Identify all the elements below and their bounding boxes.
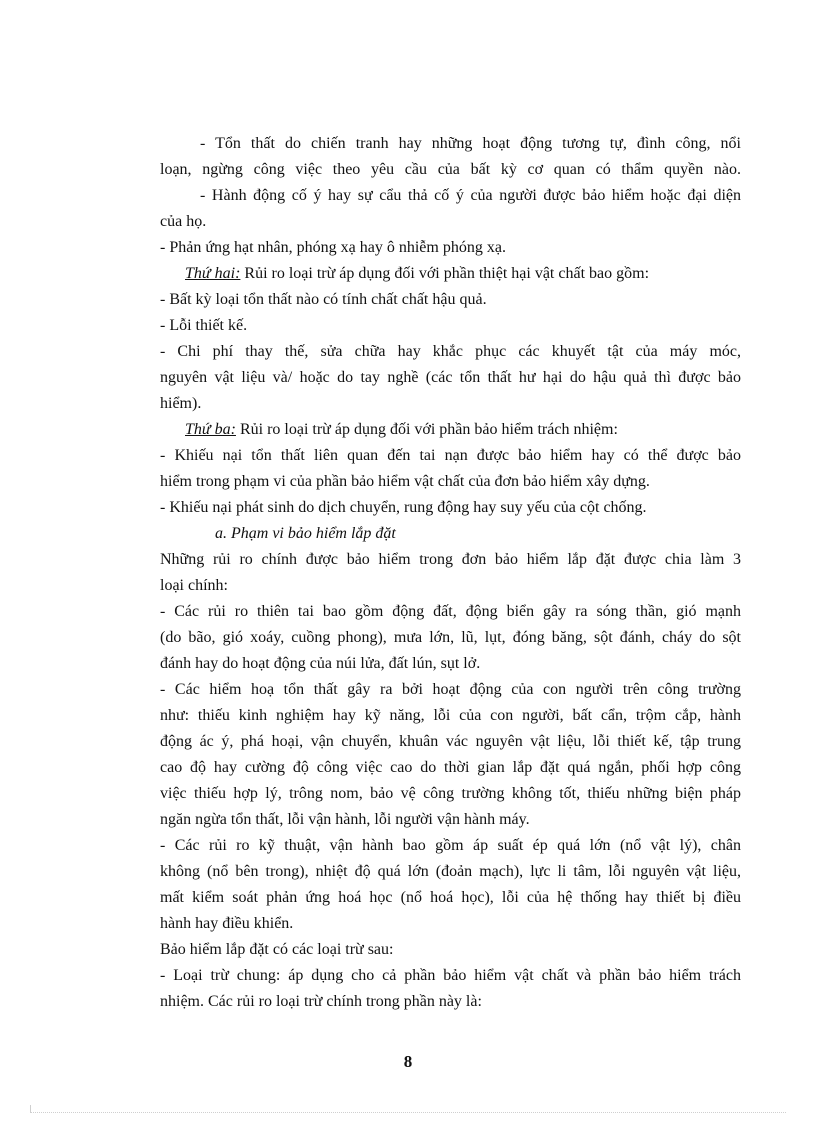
text-line: không (nổ bên trong), nhiệt độ quá lớn (đoản mạch), lực li tâm, lỗi nguyên vật liệu, — [160, 863, 741, 880]
text-line: - Các hiểm hoạ tổn thất gây ra bởi hoạt động của con người trên công trường — [160, 681, 741, 698]
text-line: - Phản ứng hạt nhân, phóng xạ hay ô nhiễm phóng xạ. — [160, 239, 506, 256]
section-line — [185, 420, 618, 440]
text-line: (do bão, gió xoáy, cuồng phong), mưa lớn, lũ, lụt, đóng băng, sột đánh, cháy do sột — [160, 629, 741, 646]
section-label: Thứ ba: — [185, 421, 236, 438]
text-line: - Khiếu nại phát sinh do dịch chuyển, rung động hay suy yếu của cột chống. — [160, 499, 647, 516]
section-text: Rủi ro loại trừ áp dụng đối với phần bảo hiểm trách nhiệm: — [235, 421, 618, 438]
text-line: - Bất kỳ loại tổn thất nào có tính chất chất hậu quả. — [160, 291, 487, 308]
text-line: của họ. — [160, 213, 207, 230]
text-line: hiểm). — [160, 395, 202, 412]
page-number: 8 — [403, 1052, 413, 1071]
text-line: - Tổn thất do chiến tranh hay những hoạt động tương tự, đình công, nổi — [200, 135, 741, 152]
subheading: a. Phạm vi bảo hiểm lắp đặt — [215, 525, 396, 542]
page-bottom-rule — [30, 1112, 786, 1113]
text-line: nguyên vật liệu và/ hoặc do tay nghề (các tổn thất hư hại do hậu quả thì được bảo — [160, 369, 741, 386]
section-text: Rủi ro loại trừ áp dụng đối với phần thiệt hại vật chất bao gồm: — [240, 265, 650, 282]
text-line: - Các rủi ro kỹ thuật, vận hành bao gồm áp suất ép quá lớn (nổ vật lý), chân — [160, 837, 741, 854]
text-line: Những rủi ro chính được bảo hiểm trong đơn bảo hiểm lắp đặt được chia làm 3 — [160, 551, 741, 568]
text-line: đánh hay do hoạt động của núi lửa, đất lún, sụt lở. — [160, 655, 481, 672]
text-line: loạn, ngừng công việc theo yêu cầu của bất kỳ cơ quan có thẩm quyền nào. — [160, 161, 741, 178]
text-line: - Loại trừ chung: áp dụng cho cả phần bảo hiểm vật chất và phần bảo hiểm trách — [160, 967, 741, 984]
text-line: động ác ý, phá hoại, vận chuyển, khuân vác nguyên vật liệu, lỗi thiết kế, tập trung — [160, 733, 741, 750]
text-line: - Lỗi thiết kế. — [160, 317, 248, 334]
text-line: mất kiểm soát phản ứng hoá học (nổ hoá học), lỗi của hệ thống hay thiết bị điều — [160, 889, 741, 906]
page-corner-mark — [30, 1105, 31, 1113]
text-line: - Hành động cố ý hay sự cẩu thả cố ý của người được bảo hiểm hoặc đại diện — [200, 187, 741, 204]
text-line: loại chính: — [160, 577, 228, 594]
text-line: việc thiếu hợp lý, trông nom, bảo vệ công trường không tốt, thiếu những biện pháp — [160, 785, 741, 802]
text-line: - Các rủi ro thiên tai bao gồm động đất, động biển gây ra sóng thần, gió mạnh — [160, 603, 741, 620]
text-line: hiểm trong phạm vi của phần bảo hiểm vật chất của đơn bảo hiểm xây dựng. — [160, 473, 650, 490]
section-label: Thứ hai: — [185, 265, 241, 282]
text-line: ngăn ngừa tổn thất, lỗi vận hành, lỗi người vận hành máy. — [160, 811, 530, 828]
text-line: như: thiếu kinh nghiệm hay kỹ năng, lỗi của con người, bất cẩn, trộm cắp, hành — [160, 707, 741, 724]
text-line: nhiệm. Các rủi ro loại trừ chính trong phần này là: — [160, 993, 482, 1010]
text-line: Bảo hiểm lắp đặt có các loại trừ sau: — [160, 941, 394, 958]
section-line — [185, 264, 649, 284]
text-line: - Khiếu nại tổn thất liên quan đến tai nạn được bảo hiểm hay có thể được bảo — [160, 447, 741, 464]
text-line: cao độ hay cường độ công việc cao do thời gian lắp đặt quá ngắn, phối hợp công — [160, 759, 741, 776]
text-line: hành hay điều khiển. — [160, 915, 294, 932]
text-line: - Chi phí thay thế, sửa chữa hay khắc phục các khuyết tật của máy móc, — [160, 343, 741, 360]
